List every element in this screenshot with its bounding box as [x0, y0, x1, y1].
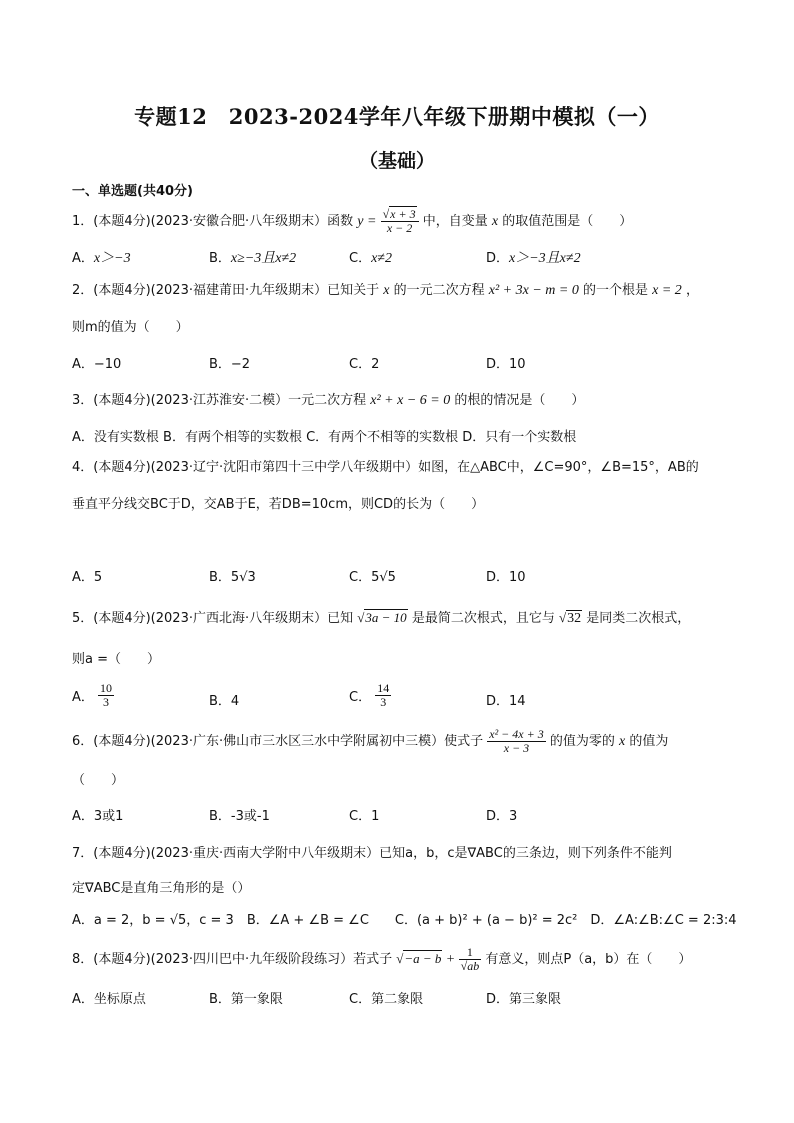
q8-fraction: $\frac{1}{√ab}$ [460, 945, 480, 973]
q7-line-2: 定∇ABC是直角三角形的是（） [72, 881, 251, 896]
page-subtitle: （基础） [358, 150, 435, 172]
q1-y: y = [357, 214, 377, 229]
q5-stem-b: 是最简二次根式，且它与 [411, 611, 555, 626]
q8-option-b[interactable]: B．第一象限 [209, 992, 283, 1007]
q1-denominator: x − 2 [386, 221, 413, 235]
q8-option-c[interactable]: C．第二象限 [349, 992, 424, 1007]
q4-option-c[interactable]: C．5√5 [349, 570, 396, 585]
q4-option-a[interactable]: A．5 [72, 570, 103, 585]
q1-option-b[interactable]: B．x≥−3且x≠2 [209, 251, 297, 266]
q6-option-c[interactable]: C．1 [349, 809, 380, 824]
q1-option-c[interactable]: C．x≠2 [349, 251, 392, 266]
q6-fraction: $\frac{\text{x² − 4x + 3}}{x - 3}$ [489, 727, 544, 755]
q6-stem-c: 的值为 [629, 734, 669, 749]
q6-line-2: （ ） [72, 773, 125, 788]
q1-mid: 中，自变量 [422, 214, 488, 229]
q7-options[interactable]: A．a = 2，b = √5，c = 3 B．∠A + ∠B = ∠C C．(a + b)² + (a − b)² = 2c² D．∠A:∠B:∠C = 2:3:4 [72, 913, 737, 928]
q2-stem: 2．(本题4分)(2023·福建莆田·九年级期末）已知关于 [72, 283, 380, 298]
q6-option-a[interactable]: A．3或1 [72, 809, 124, 824]
q5-option-d[interactable]: D．14 [486, 694, 526, 709]
q2-option-a[interactable]: A．−10 [72, 357, 122, 372]
q1-sqrt: √x + 3 [382, 207, 416, 221]
question-6 [72, 728, 734, 755]
q8-option-a[interactable]: A．坐标原点 [72, 992, 146, 1007]
q5-option-a[interactable]: A． $\frac{10}{3}$ [72, 681, 113, 709]
q2-option-b[interactable]: B．−2 [209, 357, 251, 372]
question-1 [72, 208, 734, 235]
q3-stem-b: 的根的情况是（ ） [454, 393, 585, 408]
page-title: 专题12 2023-2024学年八年级下册期中模拟（一） [134, 104, 660, 129]
q6-var: x [619, 734, 626, 749]
q6-stem-b: 的值为零的 [549, 734, 615, 749]
q2-line-2: 则m的值为（ ） [72, 320, 189, 335]
q2-stem-b: 的一元二次方程 [393, 283, 485, 298]
q5-option-b[interactable]: B．4 [209, 694, 240, 709]
q2-stem-d: ， [685, 283, 699, 298]
q5-sqrt-2: √32 [558, 610, 582, 626]
q2-equation: x² + 3x − m = 0 [488, 283, 579, 298]
q3-stem: 3．(本题4分)(2023·江苏淮安·二模）一元二次方程 [72, 393, 367, 408]
q2-option-c[interactable]: C．2 [349, 357, 380, 372]
q4-option-b[interactable]: B．5√3 [209, 570, 256, 585]
q1-var: x [491, 214, 499, 229]
q1-option-a[interactable]: A．x＞−3 [72, 251, 131, 266]
q2-option-d[interactable]: D．10 [486, 357, 526, 372]
q1-option-d[interactable]: D．x＞−3且x≠2 [486, 251, 581, 266]
q6-option-d[interactable]: D．3 [486, 809, 518, 824]
q1-numerator [381, 208, 419, 222]
q5-line-2: 则a =（ ） [72, 652, 160, 667]
question-4: 4．(本题4分)(2023·辽宁·沈阳市第四十三中学八年级期中）如图，在△ABC中，∠C=90°，∠B=15°，AB的 [72, 460, 699, 475]
q8-stem: 8．(本题4分)(2023·四川巴中·九年级阶段练习）若式子 [72, 952, 393, 967]
q2-root: x = 2 [652, 283, 682, 298]
q5-stem-c: 是同类二次根式， [586, 611, 691, 626]
q8-option-d[interactable]: D．第三象限 [486, 992, 562, 1007]
question-7: 7．(本题4分)(2023·重庆·西南大学附中八年级期末）已知a，b，c是∇ABC的三条边，则下列条件不能判 [72, 846, 672, 861]
q6-stem: 6．(本题4分)(2023·广东·佛山市三水区三水中学附属初中三模）使式子 [72, 734, 484, 749]
q1-tail: 的取值范围是（ ） [502, 214, 633, 229]
q1-radicand: x + 3 [390, 207, 416, 221]
q6-option-b[interactable]: B．-3或-1 [209, 809, 270, 824]
question-2 [72, 279, 734, 299]
q1-stem: 1．(本题4分)(2023·安徽合肥·八年级期末）函数 [72, 214, 354, 229]
section-heading: 一、单选题(共40分) [72, 184, 193, 199]
q3-equation: x² + x − 6 = 0 [370, 393, 451, 408]
question-5 [72, 607, 734, 627]
q2-stem-c: 的一个根是 [582, 283, 648, 298]
question-8: 8．(本题4分)(2023·四川巴中·九年级阶段练习）若式子 √−a − b + $\frac{1}{√ab}$ 有意义，则点P（a，b）在（ ） [72, 945, 692, 973]
q1-fraction [381, 208, 419, 235]
question-3 [72, 389, 734, 409]
q2-var: x [383, 283, 390, 298]
q5-sqrt-1: √3a − 10 [357, 610, 407, 625]
q8-stem-b: 有意义，则点P（a，b）在（ ） [485, 952, 692, 967]
q4-line-2: 垂直平分线交BC于D，交AB于E，若DB=10cm，则CD的长为（ ） [72, 497, 485, 512]
q8-sqrt: √−a − b [396, 951, 442, 966]
q3-options[interactable]: A．没有实数根 B．有两个相等的实数根 C．有两个不相等的实数根 D．只有一个实数根 [72, 430, 577, 445]
q4-option-d[interactable]: D．10 [486, 570, 526, 585]
q5-option-c[interactable]: C． $\frac{14}{3}$ [349, 681, 390, 709]
q5-stem: 5．(本题4分)(2023·广西北海·八年级期末）已知 [72, 611, 354, 626]
